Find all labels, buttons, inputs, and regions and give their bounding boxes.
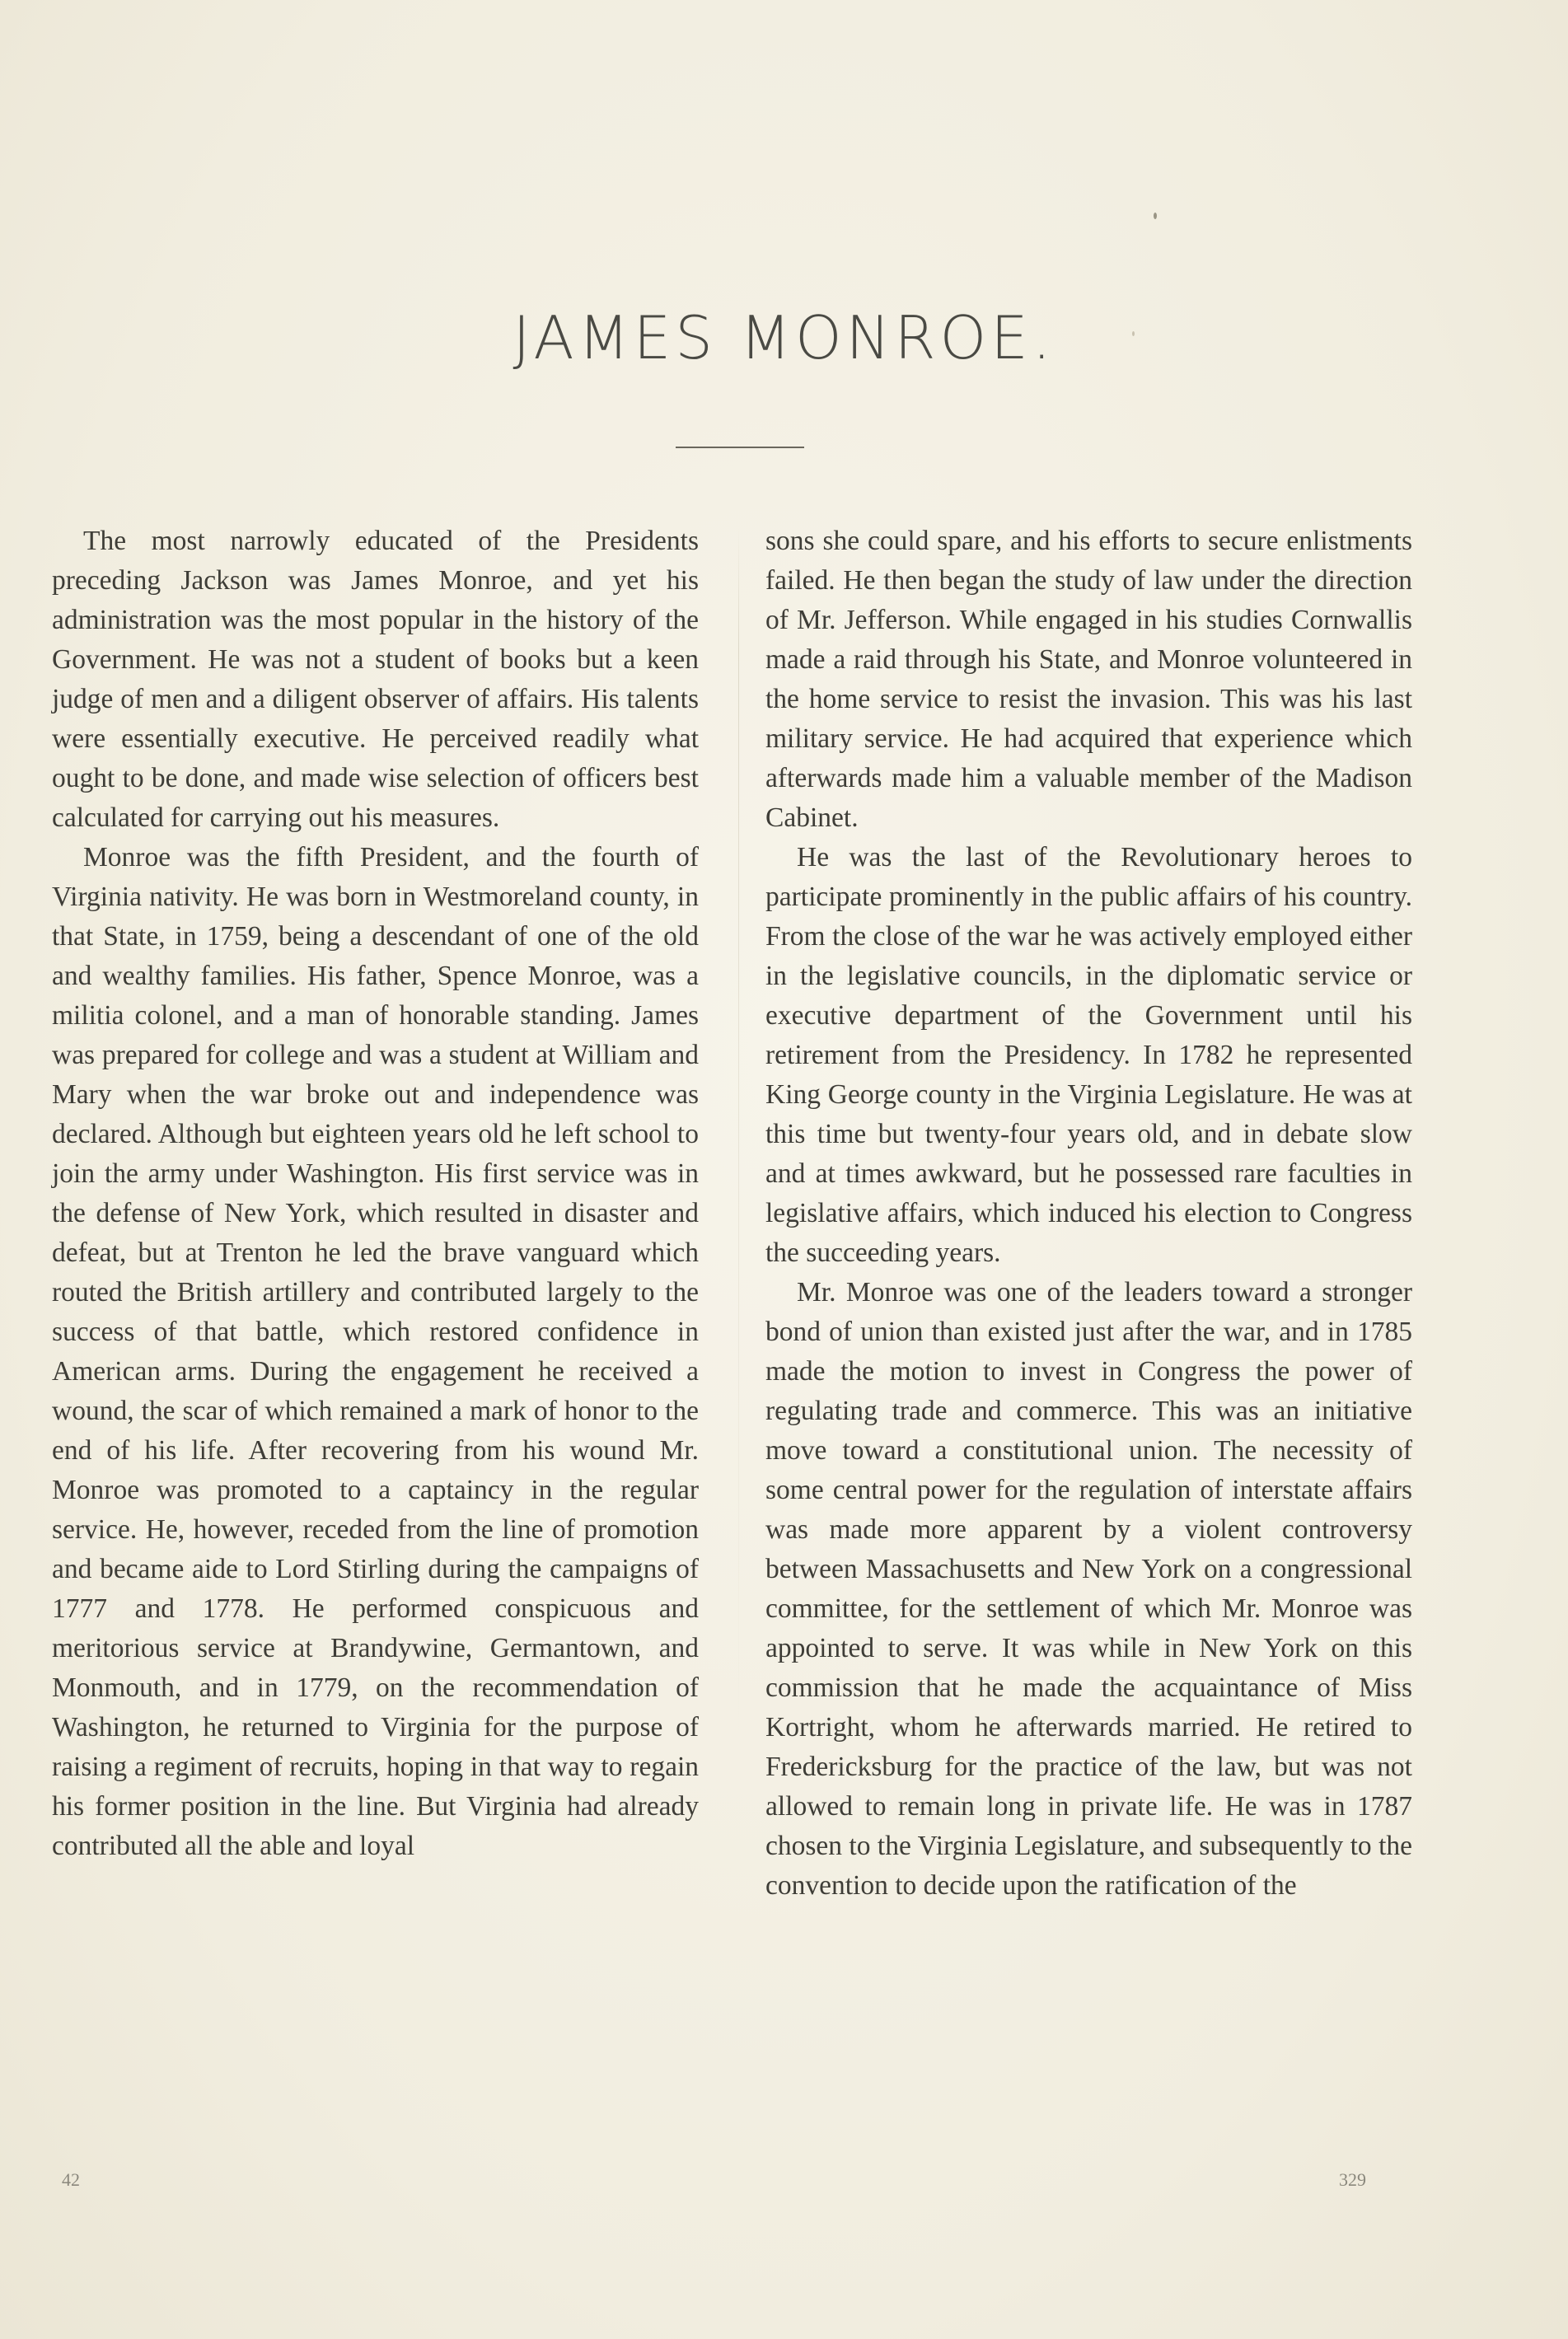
paper-speck: [1132, 331, 1135, 336]
page-number-left: 42: [62, 2169, 80, 2190]
right-column: [765, 522, 1412, 1906]
left-column: [52, 522, 699, 1866]
left-paragraph-1: The most narrowly educated of the Presidents preceding Jackson was James Monroe, and yet his administration was the most popular in the history of the Government. He was not a student of books but a keen judge of men and a diligent observer of affairs. His talents were essentially executive. He perceived readily what ought to be done, and made wise selection of officers best calculated for carrying out his measures.: [52, 526, 699, 833]
paper-speck: [1154, 213, 1157, 219]
page-title: JAMES MONROE.: [513, 303, 1055, 372]
column-gutter-shadow: [738, 527, 739, 1747]
right-paragraph-2: He was the last of the Revolutionary heroes to participate prominently in the public affairs of his country. From the close of the war he was actively employed either in the legislative councils, in the diplomatic service or executive department of the Government until his retirement from the Presidency. In 1782 he represented King George county in the Virginia Legislature. He was at this time but twenty-four years old, and in debate slow and at times awkward, but he possessed rare faculties in legislative affairs, which induced his election to Congress the succeeding years.: [765, 842, 1412, 1268]
left-paragraph-2: Monroe was the fifth President, and the fourth of Virginia nativity. He was born in Westmoreland county, in that State, in 1759, being a descendant of one of the old and wealthy families. His father, Spence Monroe, was a militia colonel, and a man of honorable standing. James was prepared for college and was a student at William and Mary when the war broke out and independence was declared. Although but eighteen years old he left school to join the army under Washington. His first service was in the defense of New York, which resulted in disaster and defeat, but at Trenton he led the brave vanguard which routed the British artillery and contributed largely to the success of that battle, which restored confidence in American arms. During the engagement he received a wound, the scar of which remained a mark of honor to the end of his life. After recovering from his wound Mr. Monroe was promoted to a captaincy in the regular service. He, however, receded from the line of promotion and became aide to Lord Stirling during the campaigns of 1777 and 1778. He performed conspicuous and meritorious service at Brandywine, Germantown, and Monmouth, and in 1779, on the recommendation of Washington, he returned to Virginia for the purpose of raising a regiment of recruits, hoping in that way to regain his former position in the line. But Virginia had already contributed all the able and loyal: [52, 842, 699, 1861]
title-rule: [676, 447, 804, 448]
right-paragraph-1: sons she could spare, and his efforts to secure enlistments failed. He then began the study of law under the direction of Mr. Jefferson. While engaged in his studies Cornwallis made a raid through his State, and Monroe volunteered in the home service to resist the invasion. This was his last military service. He had acquired that experience which afterwards made him a valuable member of the Madison Cabinet.: [765, 526, 1412, 833]
page-number-right: 329: [1339, 2169, 1366, 2190]
right-paragraph-3: Mr. Monroe was one of the leaders toward a stronger bond of union than existed just after the war, and in 1785 made the motion to invest in Congress the power of regulating trade and commerce. This was an initiative move toward a constitutional union. The necessity of some central power for the regulation of interstate affairs was made more apparent by a violent controversy between Massachusetts and New York on a congressional committee, for the settlement of which Mr. Monroe was appointed to serve. It was while in New York on this commission that he made the acquaintance of Miss Kortright, whom he afterwards married. He retired to Fredericksburg for the practice of the law, but was not allowed to remain long in private life. He was in 1787 chosen to the Virginia Legislature, and subsequently to the convention to decide upon the ratification of the: [765, 1277, 1412, 1901]
